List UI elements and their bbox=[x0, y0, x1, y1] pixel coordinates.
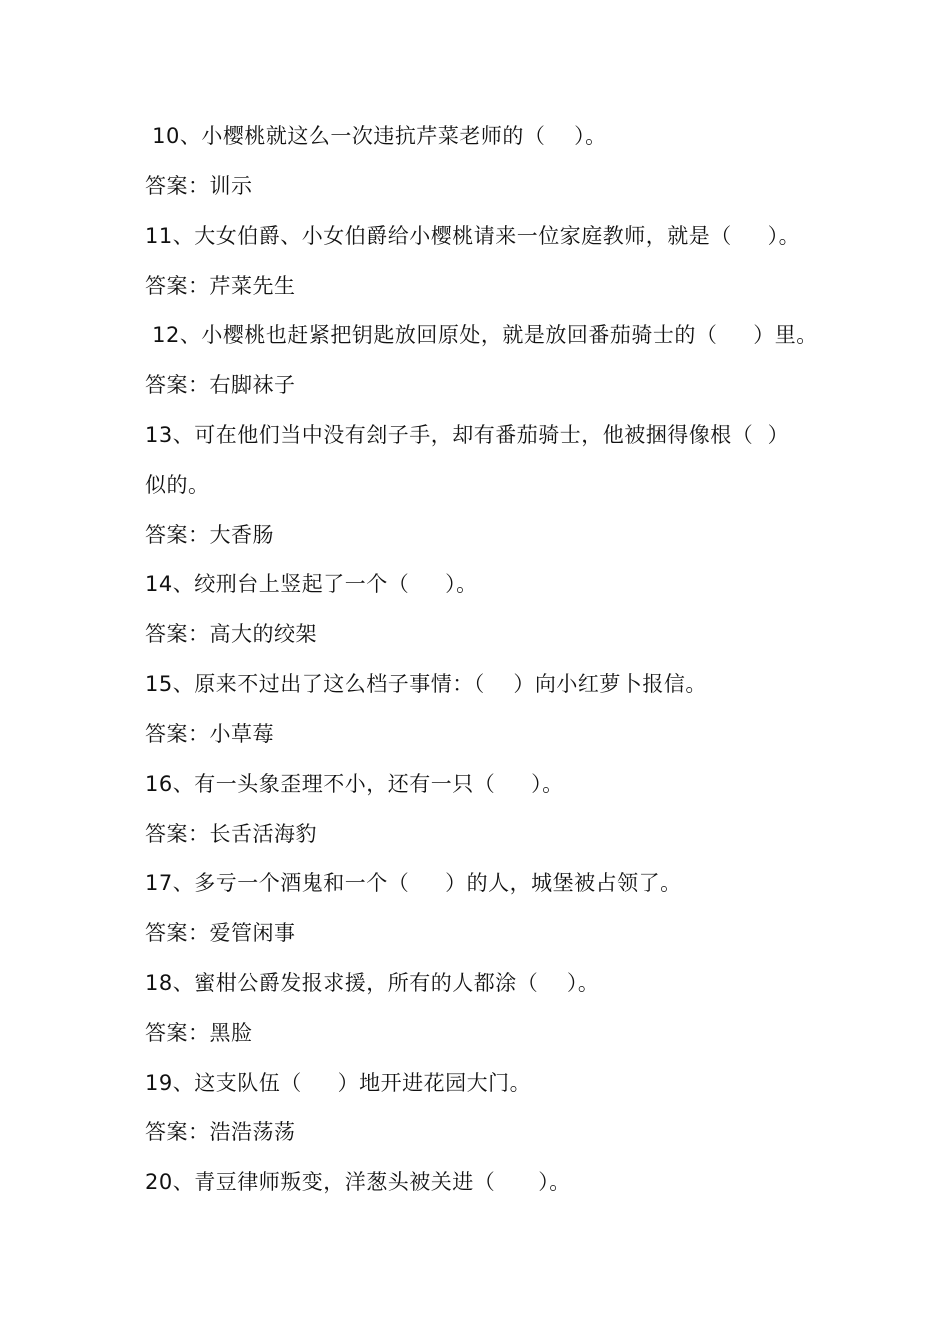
answer-16: 答案：长舌活海豹 bbox=[145, 822, 317, 846]
answer-12: 答案：右脚袜子 bbox=[145, 373, 296, 397]
question-11: 11、大女伯爵、小女伯爵给小樱桃请来一位家庭教师，就是（ ）。 bbox=[145, 224, 801, 248]
answer-14: 答案：高大的绞架 bbox=[145, 622, 317, 646]
question-13: 13、可在他们当中没有刽子手，却有番茄骑士，他被捆得像根（ ） bbox=[145, 423, 790, 447]
question-14: 14、绞刑台上竖起了一个（ ）。 bbox=[145, 572, 478, 596]
answer-19: 答案：浩浩荡荡 bbox=[145, 1120, 296, 1144]
question-10: 10、小樱桃就这么一次违抗芹菜老师的（ ）。 bbox=[145, 124, 607, 148]
answer-15: 答案：小草莓 bbox=[145, 722, 274, 746]
answer-11: 答案：芹菜先生 bbox=[145, 274, 296, 298]
question-20: 20、青豆律师叛变，洋葱头被关进（ ）。 bbox=[145, 1170, 571, 1194]
question-16: 16、有一头象歪理不小，还有一只（ ）。 bbox=[145, 772, 564, 796]
question-13-continued: 似的。 bbox=[145, 473, 210, 497]
question-17: 17、多亏一个酒鬼和一个（ ）的人，城堡被占领了。 bbox=[145, 871, 682, 895]
question-19: 19、这支队伍（ ）地开进花园大门。 bbox=[145, 1071, 532, 1095]
question-15: 15、原来不过出了这么档子事情：（ ）向小红萝卜报信。 bbox=[145, 672, 707, 696]
answer-17: 答案：爱管闲事 bbox=[145, 921, 296, 945]
answer-13: 答案：大香肠 bbox=[145, 523, 274, 547]
answer-10: 答案：训示 bbox=[145, 174, 253, 198]
question-18: 18、蜜柑公爵发报求援，所有的人都涂（ ）。 bbox=[145, 971, 600, 995]
question-12: 12、小樱桃也赶紧把钥匙放回原处，就是放回番茄骑士的（ ）里。 bbox=[145, 323, 818, 347]
answer-18: 答案：黑脸 bbox=[145, 1021, 253, 1045]
